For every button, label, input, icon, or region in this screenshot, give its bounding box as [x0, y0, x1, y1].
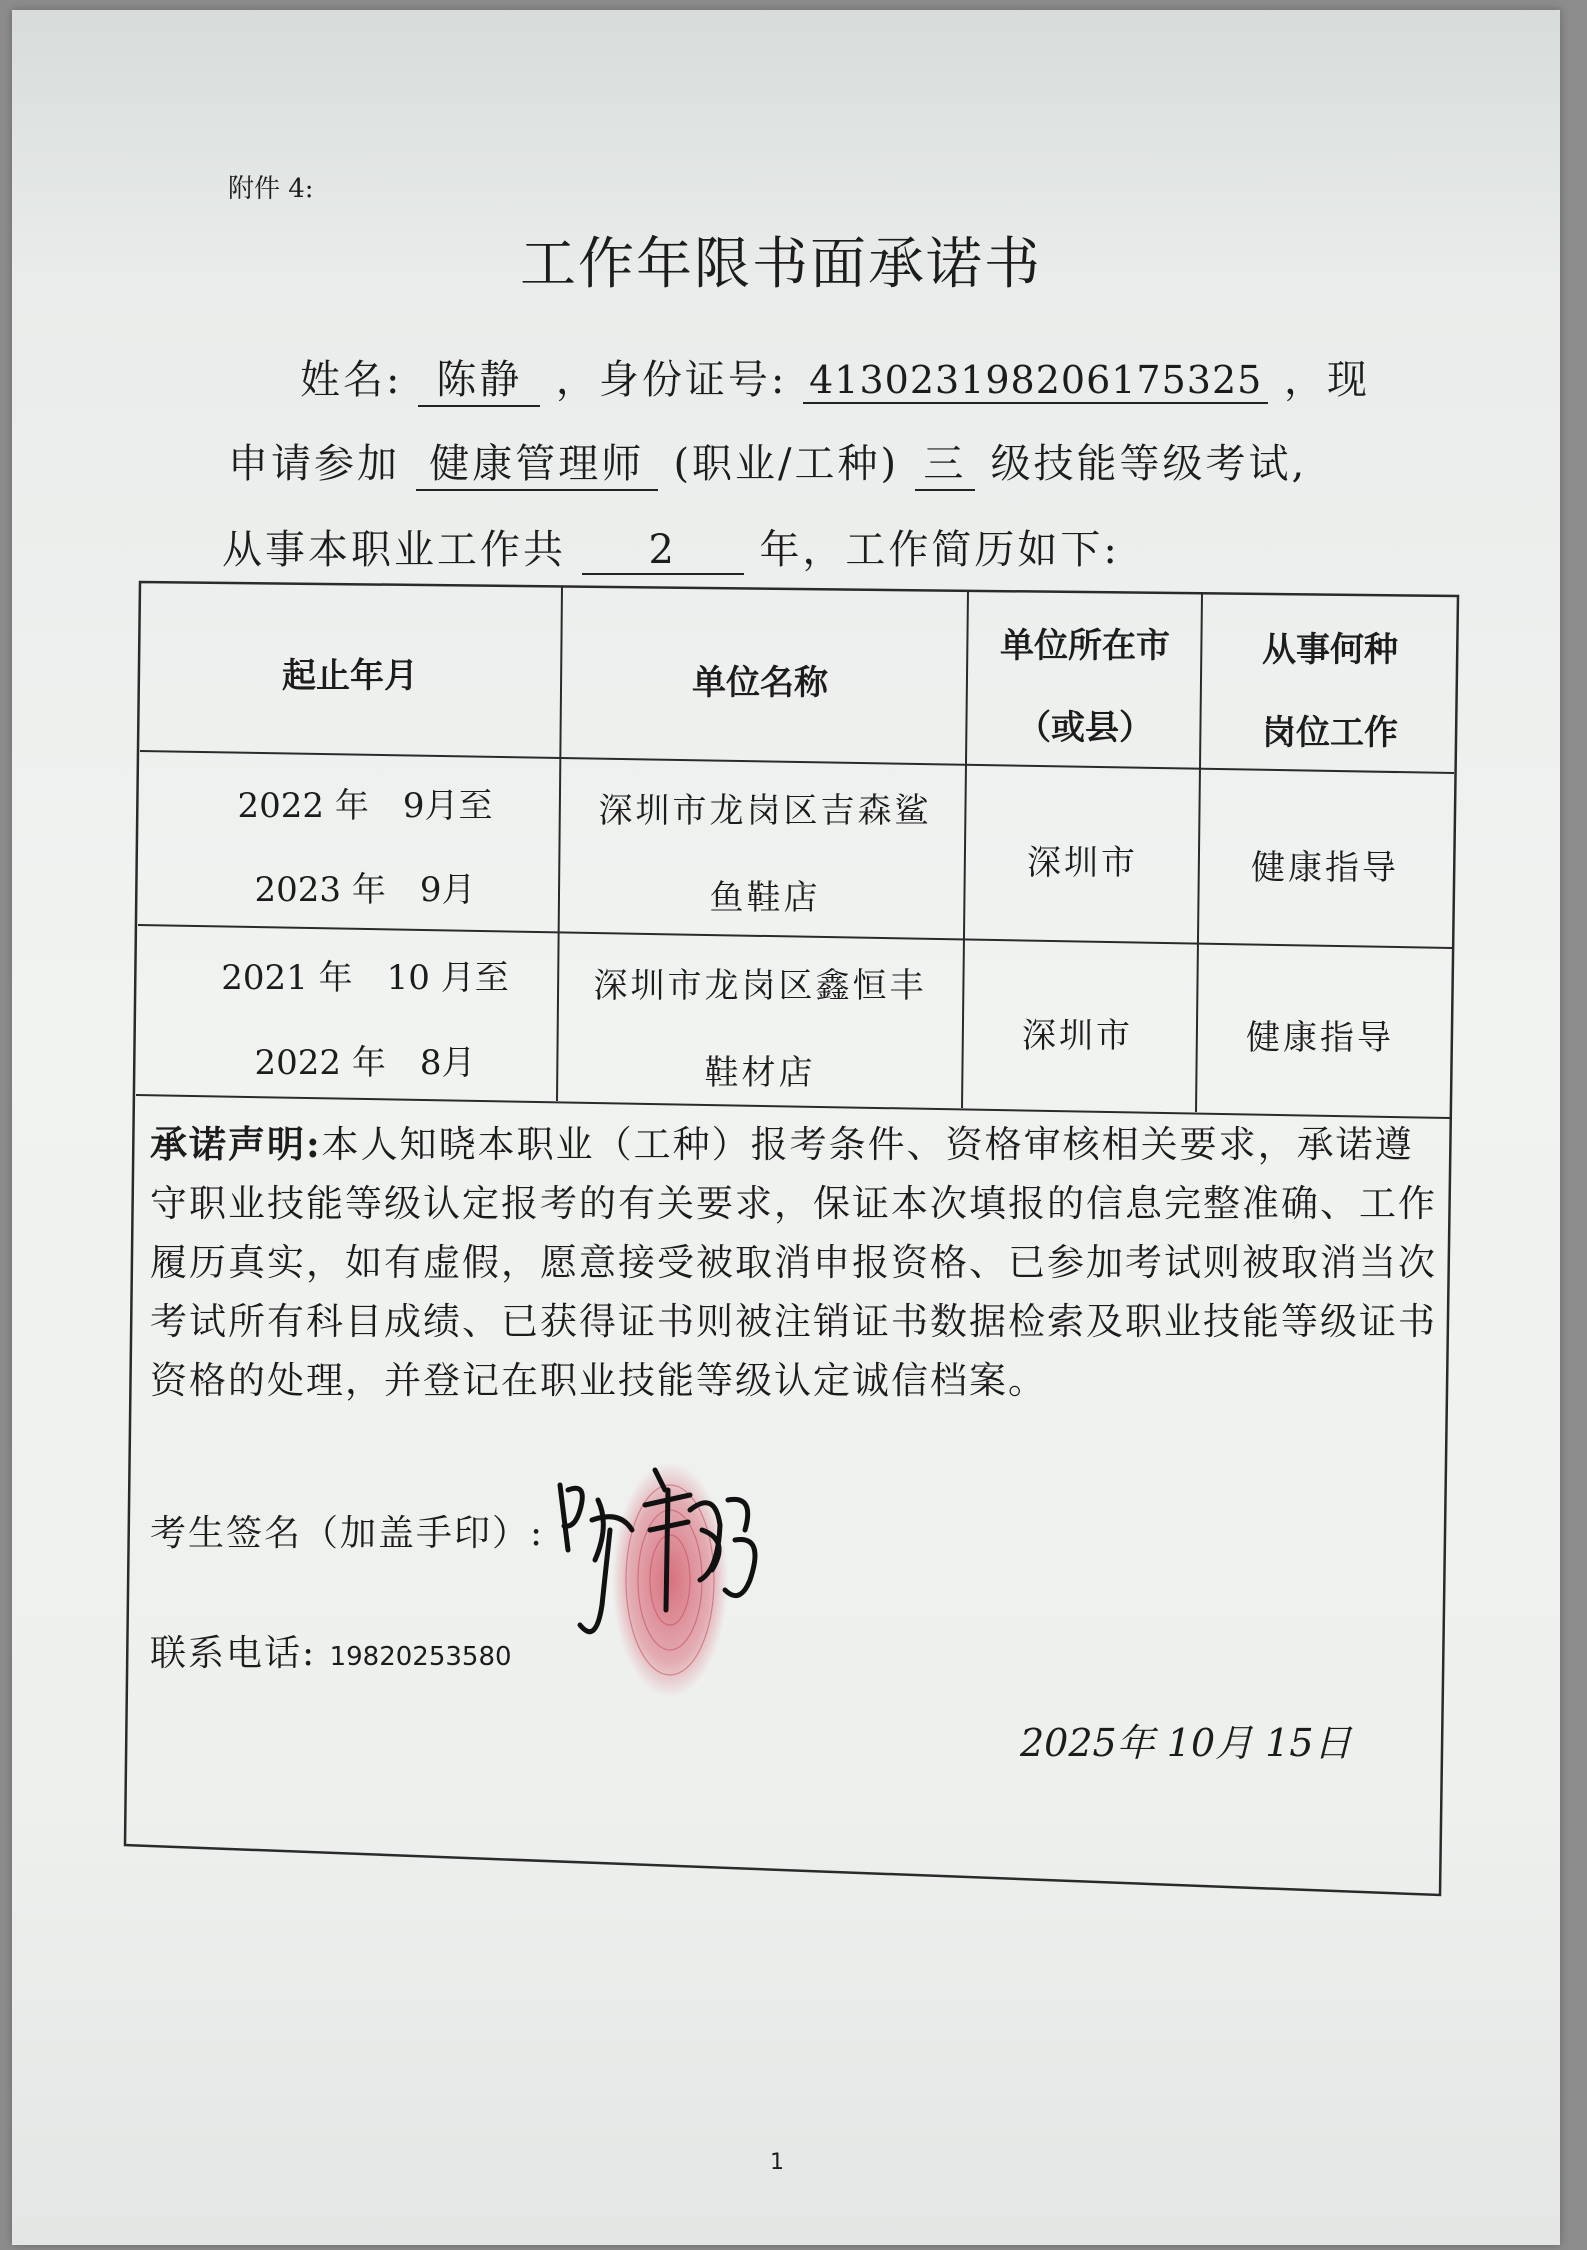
occupation-value: 健康管理师 — [416, 432, 658, 491]
attachment-label: 附件 4: — [228, 174, 314, 204]
level-value: 三 — [915, 432, 975, 491]
handwritten-date: 2025年 10月 15日 — [1020, 1721, 1352, 1765]
table-col-line-1 — [557, 587, 562, 1101]
declaration-text: 本人知晓本职业（工种）报考条件、资格审核相关要求，承诺遵守职业技能等级认定报考的有关要求，保证本次填报的信息完整准确、工作履历真实，如有虚假，愿意接受被取消申报资格、已参加考试则被取消当次考试所有科目成绩、已获得证书则被注销证书数据检索及职业技能等级证书资格的处理，并登记在职业技能等级认定诚信档案。 — [150, 1123, 1437, 1402]
header-position-line2: 岗位工作 — [1262, 713, 1398, 753]
row1-period-line1: 2022 年 9月至 — [237, 786, 493, 826]
name-value: 陈静 — [418, 348, 540, 407]
declaration-label: 承诺声明: — [150, 1122, 322, 1166]
phone-value: 19820253580 — [329, 1642, 512, 1672]
years-suffix: 年，工作简历如下: — [759, 527, 1120, 573]
header-city-line2: （或县） — [1017, 708, 1153, 748]
id-label: ，身份证号: — [555, 357, 788, 403]
declaration-paragraph — [150, 1115, 1440, 1410]
row2-position: 健康指导 — [1246, 1018, 1394, 1058]
name-label: 姓名: — [300, 357, 403, 403]
row2-city: 深圳市 — [1022, 1016, 1133, 1056]
header-city-line1: 单位所在市 — [1000, 626, 1170, 666]
header-position-line1: 从事何种 — [1262, 630, 1398, 670]
row2-period-line2: 2022 年 8月 — [254, 1043, 476, 1083]
row1-unit-line2: 鱼鞋店 — [709, 878, 821, 918]
id-number: 413023198206175325 — [803, 358, 1268, 404]
occupation-mid: (职业/工种) — [673, 441, 900, 487]
row1-unit-line1: 深圳市龙岗区吉森鲨 — [598, 791, 932, 831]
years-value: 2 — [582, 527, 744, 575]
row2-period-line1: 2021 年 10 月至 — [221, 958, 509, 998]
years-prefix: 从事本职业工作共 — [222, 527, 566, 573]
table-line-header-bottom — [140, 751, 1454, 773]
document-title: 工作年限书面承诺书 — [520, 232, 1042, 297]
row2-unit-line1: 深圳市龙岗区鑫恒丰 — [593, 966, 927, 1006]
row1-period-line2: 2023 年 9月 — [254, 870, 476, 910]
signature-and-fingerprint — [540, 1430, 800, 1720]
occupation-prefix: 申请参加 — [228, 441, 400, 487]
signature-label: 考生签名（加盖手印）: — [150, 1513, 545, 1554]
phone-label: 联系电话: — [150, 1633, 317, 1674]
row2-unit-line2: 鞋材店 — [704, 1053, 816, 1093]
header-unit-name: 单位名称 — [692, 663, 828, 703]
row1-position: 健康指导 — [1251, 848, 1399, 888]
header-period: 起止年月 — [282, 656, 418, 696]
page-number: 1 — [770, 2150, 784, 2175]
line1-tail: ，现 — [1284, 357, 1371, 403]
phone-line — [150, 1625, 512, 1676]
occupation-suffix: 级技能等级考试, — [990, 441, 1308, 487]
row1-city: 深圳市 — [1027, 843, 1138, 883]
table-line-row1-bottom — [138, 925, 1452, 948]
